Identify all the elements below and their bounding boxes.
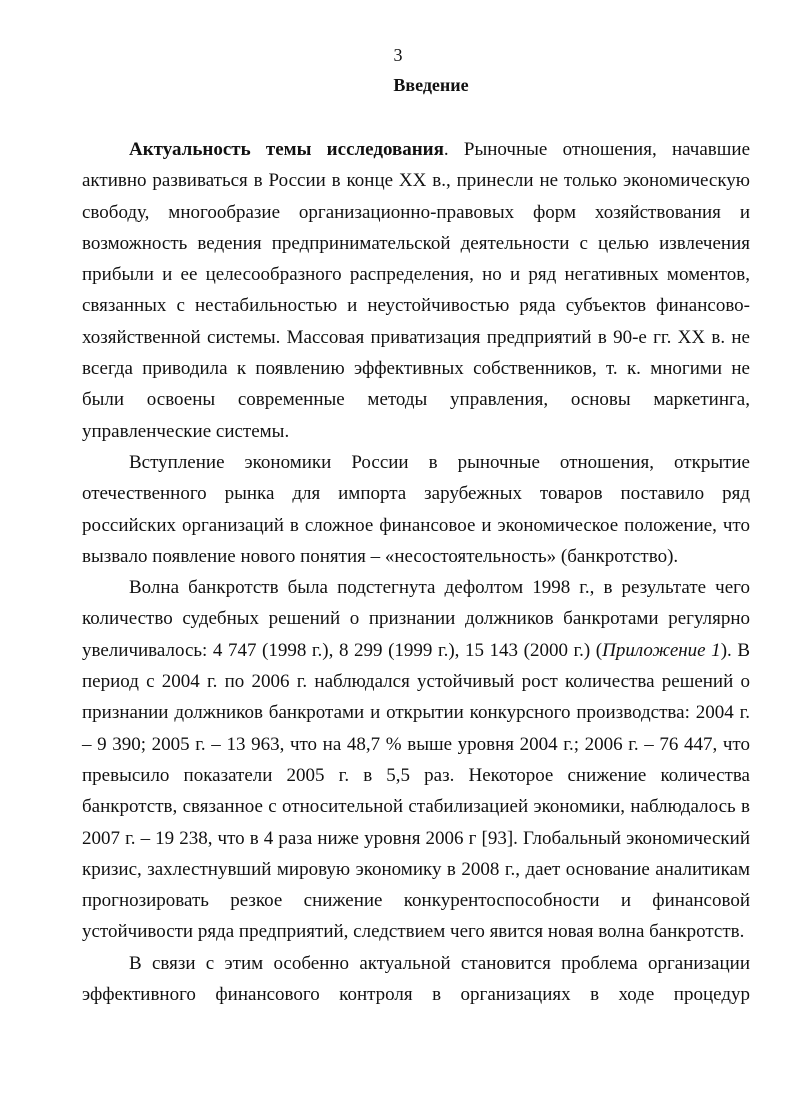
relevance-lead: Актуальность темы исследования (129, 139, 444, 160)
bankruptcy-wave-text-start: Волна банкротств была подстегнута дефолтом 1998 г., в результате чего количество судебных решений о признании должников банкротами регулярно увеличивалось: 4 747 (1998 г.), 8 299 (1999 г.), 15 143 (2000 г.) ( (82, 577, 750, 661)
section-heading: Введение (393, 75, 469, 95)
bankruptcy-wave-text-end: ). В период с 2004 г. по 2006 г. наблюдался устойчивый рост количества решений о признании должников банкротами и открытии конкурсного производства: 2004 г. – 9 390; 2005 г. – 13 963, что на 48,7 % выше уровня 2004 г.; 2006 г. – 76 447, что превысило показатели 2005 г. в 5,5 раз. Некоторое снижение количества банкротств, связанное с относительной стабилизацией экономики, наблюдалось в 2007 г. – 19 238, что в 4 раза ниже уровня 2006 г [93]. Глобальный экономический кризис, захлестнувший мировую экономику в 2008 г., дает основание аналитикам прогнозировать резкое снижение конкурентоспособности и финансовой устойчивости ряда предприятий, следствием чего явится новая волна банкротств. (82, 639, 751, 943)
paragraph-financial-control: В связи с этим особенно актуальной становится проблема организации эффективного финансового контроля в организациях в ходе процедур (82, 952, 750, 1006)
relevance-text: . Рыночные отношения, начавшие активно развиваться в России в конце XX в., принесли не только экономическую свободу, многообразие организационно-правовых форм хозяйствования и возможность ведения предпринимательской деятельности с целью извлечения прибыли и ее целесообразного распределения, но и ряд негативных моментов, связанных с нестабильностью и неустойчивостью ряда субъектов финансово-хозяйственной системы. Массовая приватизация предприятий в 90-е гг. XX в. не всегда приводила к появлению эффективных собственников, т. к. многими не были освоены современные методы управления, основы маркетинга, управленческие системы. (82, 139, 751, 442)
paragraph-bankruptcy-wave (82, 572, 750, 948)
paragraph-relevance (82, 134, 750, 447)
page-number: 3 (393, 45, 403, 65)
paragraph-market-entry: Вступление экономики России в рыночные отношения, открытие отечественного рынка для импорта зарубежных товаров поставило ряд российских организаций в сложное финансовое и экономическое положение, что вызвало появление нового понятия – «несостоятельность» (банкротство). (82, 451, 750, 567)
appendix-reference: Приложение 1 (602, 639, 721, 661)
document-body (82, 134, 750, 1010)
